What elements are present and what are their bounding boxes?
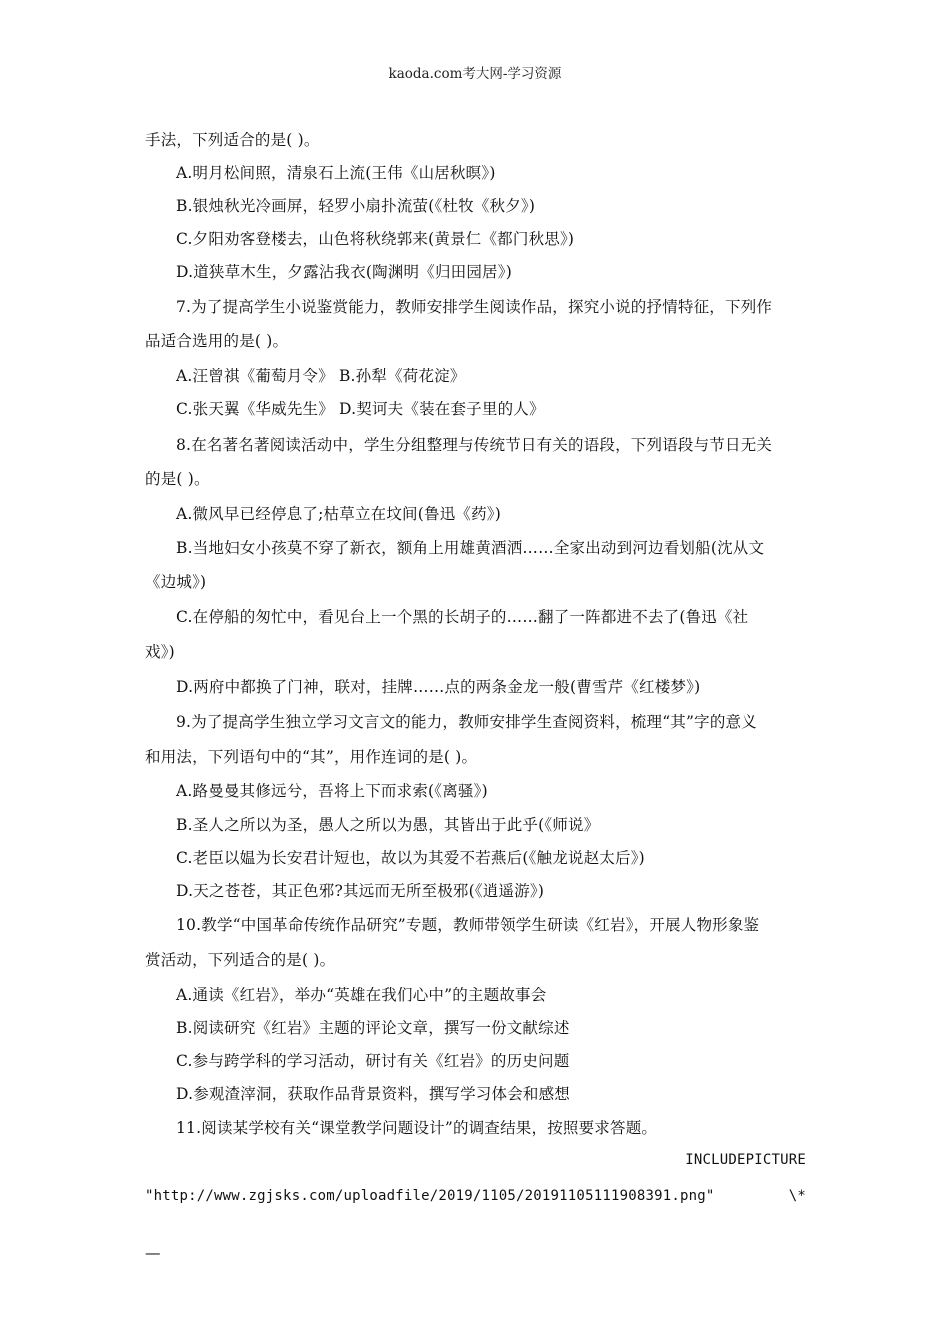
q8-option-c-continued: 戏》) xyxy=(145,643,175,661)
q11-stem: 11.阅读某学校有关“课堂教学问题设计”的调查结果，按照要求答题。 xyxy=(176,1119,658,1137)
field-code-includepicture: INCLUDEPICTURE xyxy=(685,1152,806,1168)
q7-options-ab: A.汪曾祺《葡萄月令》 B.孙犁《荷花淀》 xyxy=(176,367,466,385)
q9-stem-continued: 和用法，下列语句中的“其”，用作连词的是( )。 xyxy=(145,748,478,766)
q6-option-d: D.道狭草木生，夕露沾我衣(陶渊明《归田园居》) xyxy=(176,263,512,281)
q6-option-a: A.明月松间照，清泉石上流(王伟《山居秋暝》) xyxy=(176,164,496,182)
q8-option-c: C.在停船的匆忙中，看见台上一个黑的长胡子的……翻了一阵都进不去了(鲁迅《社 xyxy=(176,608,749,626)
page-header: kaoda.com考大网-学习资源 xyxy=(388,66,562,82)
q8-option-b: B.当地妇女小孩莫不穿了新衣，额角上用雄黄酒洒……全家出动到河边看划船(沈从文 xyxy=(176,539,765,557)
q6-option-b: B.银烛秋光冷画屏，轻罗小扇扑流萤(《杜牧《秋夕》) xyxy=(176,197,536,215)
q10-option-b: B.阅读研究《红岩》主题的评论文章，撰写一份文献综述 xyxy=(176,1019,570,1037)
q8-stem-continued: 的是( )。 xyxy=(145,470,210,488)
q7-stem-continued: 品适合选用的是( )。 xyxy=(145,332,289,350)
field-code-url: "http://www.zgjsks.com/uploadfile/2019/1105/20191105111908391.png" xyxy=(145,1188,715,1204)
q6-option-c: C.夕阳劝客登楼去，山色将秋绕郭来(黄景仁《都门秋思》) xyxy=(176,230,575,248)
question-stem-continued: 手法，下列适合的是( )。 xyxy=(145,131,320,149)
q10-stem-continued: 赏活动，下列适合的是( )。 xyxy=(145,951,336,969)
q10-option-c: C.参与跨学科的学习活动，研讨有关《红岩》的历史问题 xyxy=(176,1052,570,1070)
trailing-dash: — xyxy=(145,1244,161,1262)
q10-option-d: D.参观渣滓洞，获取作品背景资料，撰写学习体会和感想 xyxy=(176,1085,571,1103)
q9-option-b: B.圣人之所以为圣，愚人之所以为愚，其皆出于此乎(《师说》 xyxy=(176,816,600,834)
q10-stem: 10.教学“中国革命传统作品研究”专题，教师带领学生研读《红岩》，开展人物形象鉴 xyxy=(176,916,760,934)
q9-option-d: D.天之苍苍，其正色邪?其远而无所至极邪(《逍遥游》) xyxy=(176,882,545,900)
q9-stem: 9.为了提高学生独立学习文言文的能力，教师安排学生查阅资料，梳理“其”字的意义 xyxy=(176,713,757,731)
field-code-switch: \* xyxy=(788,1188,806,1204)
q7-options-cd: C.张天翼《华威先生》 D.契诃夫《装在套子里的人》 xyxy=(176,400,545,418)
q8-option-a: A.微风早已经停息了;枯草立在坟间(鲁迅《药》) xyxy=(176,505,501,523)
q8-option-d: D.两府中都换了门神，联对，挂牌……点的两条金龙一般(曹雪芹《红楼梦》) xyxy=(176,678,701,696)
q8-stem: 8.在名著名著阅读活动中，学生分组整理与传统节日有关的语段，下列语段与节日无关 xyxy=(176,436,773,454)
q10-option-a: A.通读《红岩》，举办“英雄在我们心中”的主题故事会 xyxy=(176,986,547,1004)
q9-option-a: A.路曼曼其修远兮，吾将上下而求索(《离骚》) xyxy=(176,782,488,800)
q9-option-c: C.老臣以媪为长安君计短也，故以为其爱不若燕后(《触龙说赵太后》) xyxy=(176,849,645,867)
q8-option-b-continued: 《边城》) xyxy=(145,573,207,591)
q7-stem: 7.为了提高学生小说鉴赏能力，教师安排学生阅读作品，探究小说的抒情特征，下列作 xyxy=(176,298,773,316)
